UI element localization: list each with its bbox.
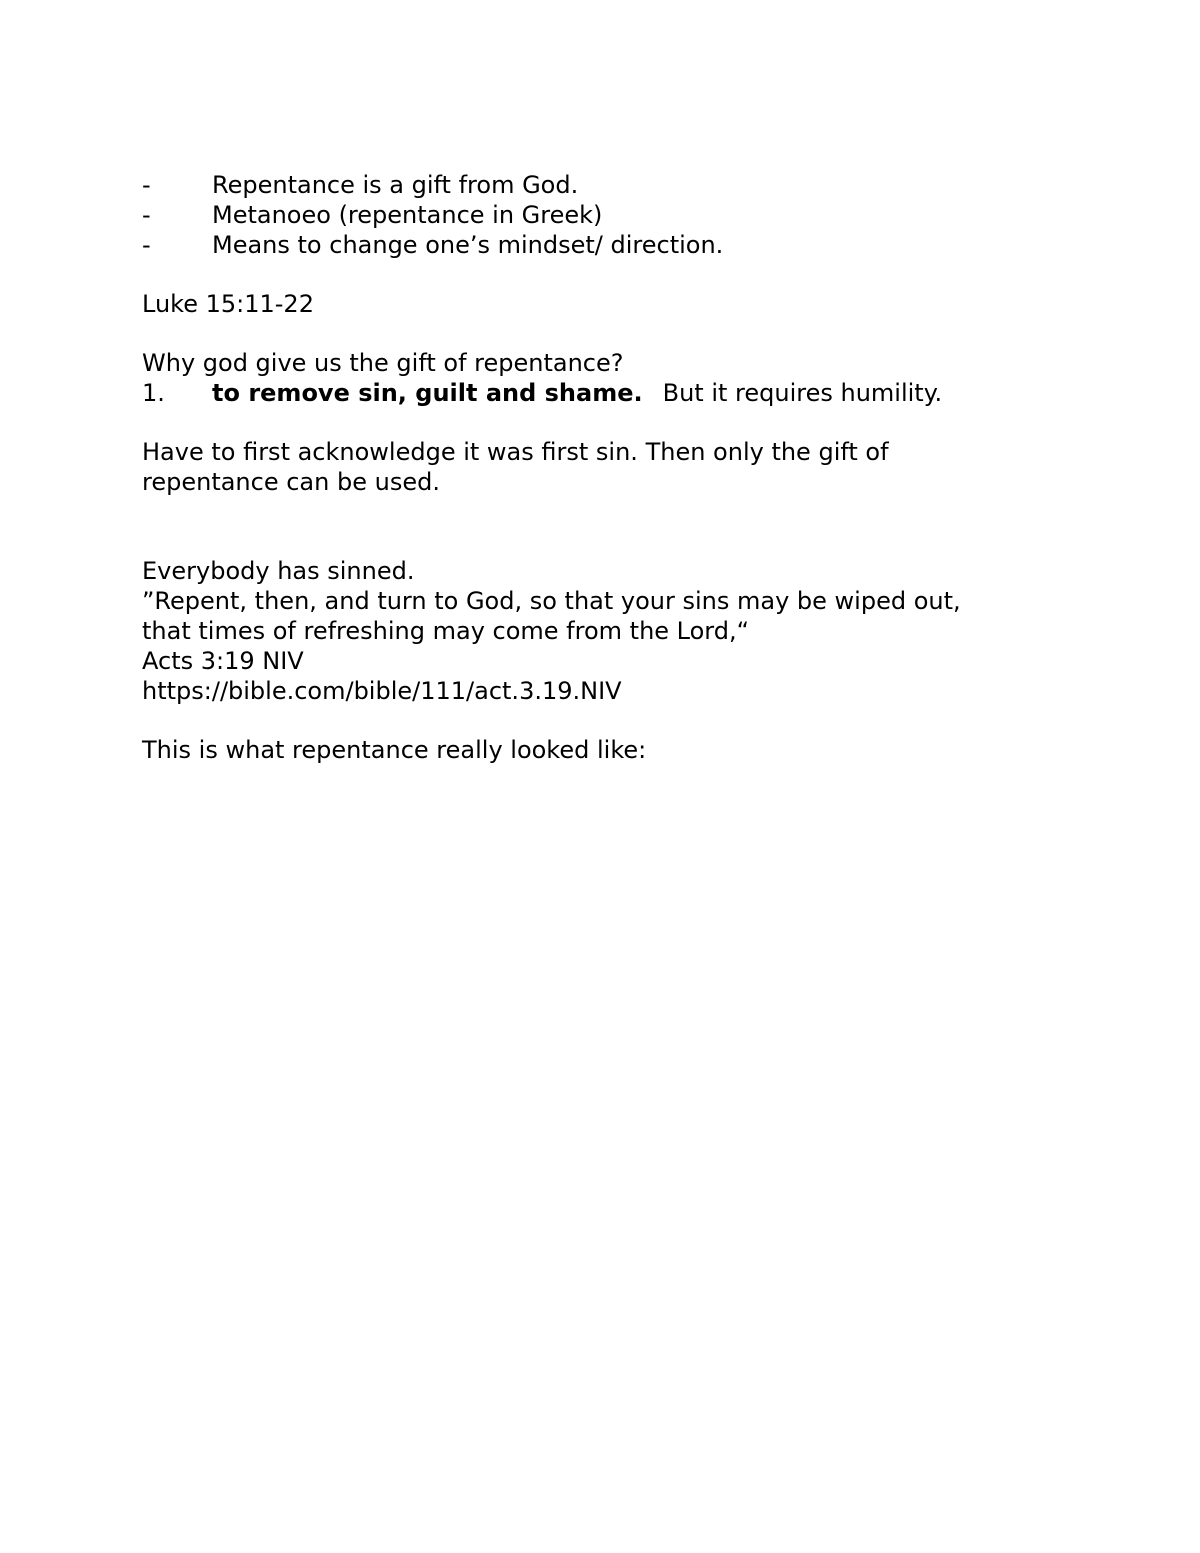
scripture-reference: Luke 15:11-22: [142, 290, 314, 318]
question-line: Why god give us the gift of repentance?: [142, 349, 624, 377]
bullet-item: [142, 170, 1042, 200]
bullet-marker: -: [142, 231, 151, 259]
spacer: [142, 408, 1042, 437]
quote-line-1: ”Repent, then, and turn to God, so that your sins may be wiped out,: [142, 587, 961, 615]
citation: Acts 3:19 NIV: [142, 647, 304, 675]
bullet-item: [142, 200, 1042, 230]
numbered-marker: 1.: [142, 379, 165, 407]
numbered-rest-text: But it requires humility.: [662, 379, 943, 407]
bullet-marker: -: [142, 171, 151, 199]
acknowledge-line-1: Have to first acknowledge it was first sin. Then only the gift of: [142, 438, 889, 466]
document-body: [142, 170, 1042, 765]
spacer: [142, 319, 1042, 348]
closing-line: This is what repentance really looked like:: [142, 736, 647, 764]
bullet-text: Means to change one’s mindset/ direction.: [212, 231, 724, 259]
spacer: [142, 706, 1042, 735]
numbered-item: [142, 378, 1042, 408]
bullet-text: Metanoeo (repentance in Greek): [212, 201, 603, 229]
bullet-item: [142, 230, 1042, 260]
everybody-line: Everybody has sinned.: [142, 557, 415, 585]
acknowledge-line-2: repentance can be used.: [142, 468, 440, 496]
spacer: [142, 497, 1042, 556]
spacer: [142, 260, 1042, 289]
numbered-bold-text: to remove sin, guilt and shame.: [212, 379, 643, 407]
bullet-text: Repentance is a gift from God.: [212, 171, 579, 199]
bullet-marker: -: [142, 201, 151, 229]
bible-url: https://bible.com/bible/111/act.3.19.NIV: [142, 677, 622, 705]
quote-line-2: that times of refreshing may come from the Lord,“: [142, 617, 750, 645]
